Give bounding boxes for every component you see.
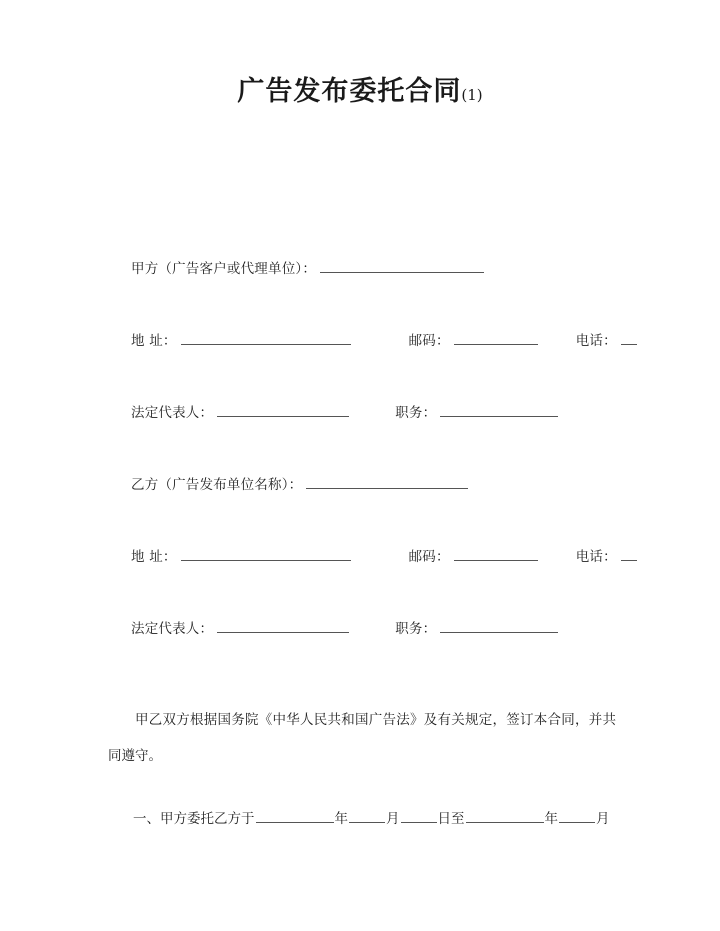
field-row-party-b-legal-rep (131, 618, 631, 690)
clause-1-start-year-blank[interactable] (256, 808, 334, 823)
clause-1-year-label: 年 (334, 811, 348, 827)
phone-label: 电话： (575, 549, 617, 565)
field-row-party-b (131, 474, 631, 546)
address-blank[interactable] (181, 330, 351, 345)
page-title-suffix: (1) (461, 86, 483, 104)
field-row-party-a-legal-rep (131, 402, 631, 474)
duty-label: 职务： (395, 405, 437, 421)
clause-1-start-day-blank[interactable] (401, 808, 437, 823)
clause-1-end-month-blank[interactable] (559, 808, 595, 823)
clause-1-day-label: 日至 (437, 811, 465, 827)
preamble-paragraph: 甲乙双方根据国务院《中华人民共和国广告法》及有关规定，签订本合同，并共同遵守。 (108, 712, 616, 764)
party-a-blank[interactable] (320, 258, 484, 273)
field-row-party-a-address (131, 330, 631, 402)
phone-label: 电话： (575, 333, 617, 349)
party-b-label: 乙方（广告发布单位名称）： (131, 477, 303, 493)
phone-blank[interactable] (621, 330, 637, 345)
phone-blank[interactable] (621, 546, 637, 561)
clause-1-month-label: 月 (386, 811, 400, 827)
clause-1-month-label-2: 月 (596, 811, 610, 827)
address-label: 地 址： (131, 549, 177, 565)
clause-1-start-month-blank[interactable] (349, 808, 385, 823)
duty-blank[interactable] (440, 402, 558, 417)
legal-rep-blank[interactable] (217, 402, 349, 417)
party-a-label: 甲方（广告客户或代理单位）： (131, 261, 317, 277)
contract-fields (131, 258, 631, 690)
legal-rep-label: 法定代表人： (131, 405, 214, 421)
page-title (0, 76, 720, 108)
clause-1-year-label-2: 年 (544, 811, 558, 827)
legal-rep-label: 法定代表人： (131, 621, 214, 637)
duty-label: 职务： (395, 621, 437, 637)
field-row-party-b-address (131, 546, 631, 618)
party-b-blank[interactable] (306, 474, 468, 489)
zip-label: 邮码： (408, 333, 450, 349)
clause-item-1 (133, 808, 633, 829)
clause-1-end-year-blank[interactable] (466, 808, 544, 823)
duty-blank[interactable] (440, 618, 558, 633)
address-label: 地 址： (131, 333, 177, 349)
page-title-text: 广告发布委托合同 (237, 76, 462, 107)
zip-blank[interactable] (454, 546, 538, 561)
zip-label: 邮码： (408, 549, 450, 565)
legal-rep-blank[interactable] (217, 618, 349, 633)
field-row-party-a (131, 258, 631, 330)
address-blank[interactable] (181, 546, 351, 561)
zip-blank[interactable] (454, 330, 538, 345)
clause-1-prefix: 一、甲方委托乙方于 (133, 811, 255, 827)
